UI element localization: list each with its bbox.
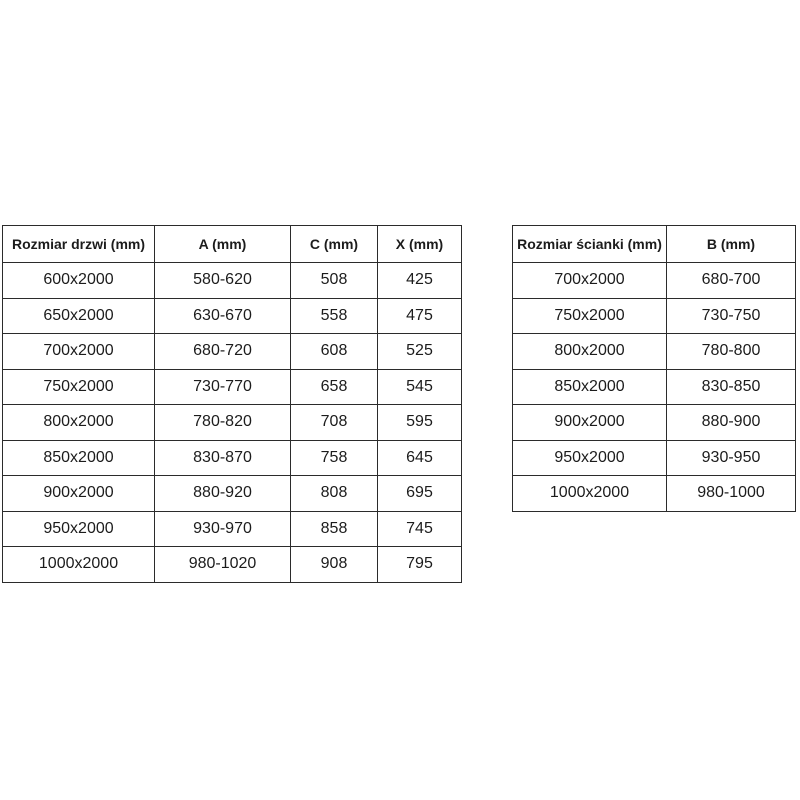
table-cell: 900x2000 <box>513 405 667 441</box>
table-row <box>513 405 796 441</box>
table-cell: 850x2000 <box>3 440 155 476</box>
table-cell: 425 <box>378 263 462 299</box>
table-cell: 808 <box>291 476 378 512</box>
table-cell: 730-750 <box>667 298 796 334</box>
table-row <box>513 476 796 512</box>
table-row <box>3 476 462 512</box>
column-header: X (mm) <box>378 226 462 263</box>
table-cell: 525 <box>378 334 462 370</box>
table-cell: 695 <box>378 476 462 512</box>
door-size-table <box>2 225 462 583</box>
table-row <box>3 263 462 299</box>
table-row <box>3 405 462 441</box>
table-cell: 650x2000 <box>3 298 155 334</box>
table-row <box>3 511 462 547</box>
table-cell: 595 <box>378 405 462 441</box>
table-cell: 658 <box>291 369 378 405</box>
table-cell: 800x2000 <box>3 405 155 441</box>
table-cell: 950x2000 <box>513 440 667 476</box>
table-row <box>3 369 462 405</box>
table-cell: 730-770 <box>155 369 291 405</box>
table-cell: 608 <box>291 334 378 370</box>
table-cell: 750x2000 <box>513 298 667 334</box>
table-cell: 780-820 <box>155 405 291 441</box>
table-cell: 680-720 <box>155 334 291 370</box>
table-cell: 600x2000 <box>3 263 155 299</box>
table-cell: 830-850 <box>667 369 796 405</box>
table-cell: 858 <box>291 511 378 547</box>
wall-size-table <box>512 225 796 512</box>
table-row <box>3 298 462 334</box>
table-row <box>513 298 796 334</box>
table-cell: 930-970 <box>155 511 291 547</box>
table-row <box>3 334 462 370</box>
table-cell: 880-920 <box>155 476 291 512</box>
table-cell: 558 <box>291 298 378 334</box>
table-cell: 980-1020 <box>155 547 291 583</box>
table-cell: 980-1000 <box>667 476 796 512</box>
table-cell: 708 <box>291 405 378 441</box>
table-cell: 630-670 <box>155 298 291 334</box>
table-cell: 758 <box>291 440 378 476</box>
table-cell: 750x2000 <box>3 369 155 405</box>
header-row <box>513 226 796 263</box>
table-cell: 508 <box>291 263 378 299</box>
table-row <box>513 440 796 476</box>
table-cell: 1000x2000 <box>513 476 667 512</box>
table-row <box>513 369 796 405</box>
table-row <box>513 334 796 370</box>
table-cell: 700x2000 <box>513 263 667 299</box>
table-cell: 745 <box>378 511 462 547</box>
table-cell: 700x2000 <box>3 334 155 370</box>
table-cell: 780-800 <box>667 334 796 370</box>
table-cell: 545 <box>378 369 462 405</box>
table-cell: 900x2000 <box>3 476 155 512</box>
table-cell: 580-620 <box>155 263 291 299</box>
table-cell: 930-950 <box>667 440 796 476</box>
column-header: Rozmiar ścianki (mm) <box>513 226 667 263</box>
column-header: C (mm) <box>291 226 378 263</box>
table-row <box>3 440 462 476</box>
table-row <box>3 547 462 583</box>
table-cell: 475 <box>378 298 462 334</box>
table-cell: 908 <box>291 547 378 583</box>
table-row <box>513 263 796 299</box>
column-header: Rozmiar drzwi (mm) <box>3 226 155 263</box>
table-cell: 850x2000 <box>513 369 667 405</box>
table-cell: 800x2000 <box>513 334 667 370</box>
table-cell: 645 <box>378 440 462 476</box>
table-cell: 680-700 <box>667 263 796 299</box>
header-row <box>3 226 462 263</box>
table-cell: 880-900 <box>667 405 796 441</box>
table-cell: 1000x2000 <box>3 547 155 583</box>
table-cell: 795 <box>378 547 462 583</box>
column-header: A (mm) <box>155 226 291 263</box>
column-header: B (mm) <box>667 226 796 263</box>
table-cell: 950x2000 <box>3 511 155 547</box>
table-cell: 830-870 <box>155 440 291 476</box>
